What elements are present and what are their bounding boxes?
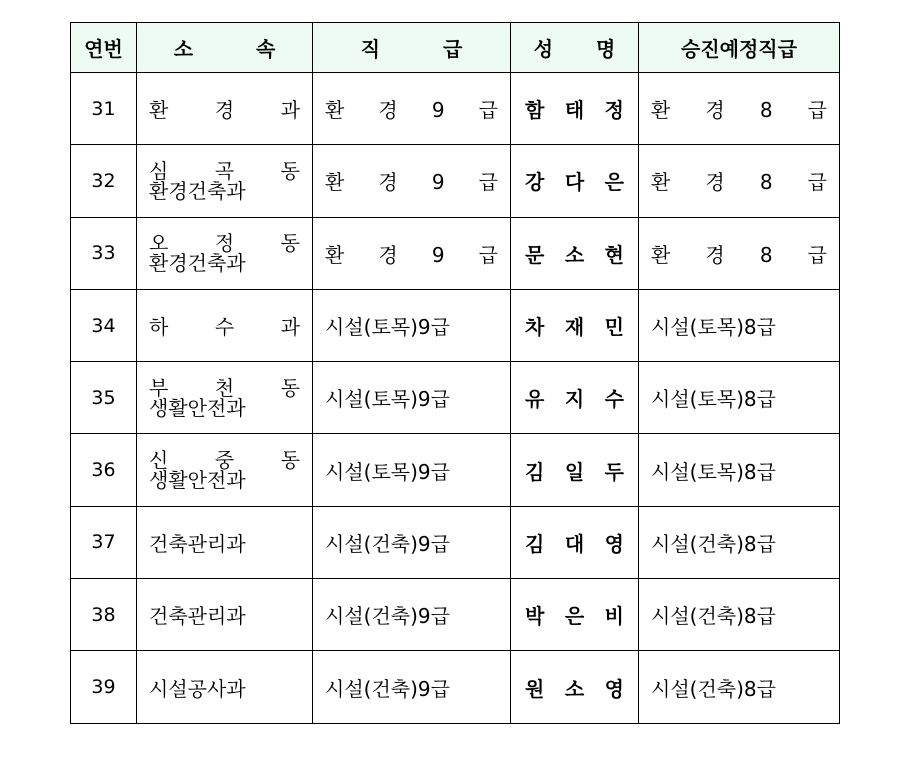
row-number: 32	[71, 145, 137, 217]
promo-rank-cell	[639, 217, 840, 289]
rank-cell	[313, 362, 511, 434]
name-label: 원 소 영	[525, 676, 624, 701]
dept-label-line2: 환경건축과	[149, 251, 246, 276]
rank-label: 환 경 9 급	[325, 170, 498, 195]
name-label: 문 소 현	[525, 242, 624, 267]
dept-cell	[137, 362, 313, 434]
dept-label: 하 수 과	[149, 315, 300, 340]
name-cell	[511, 289, 639, 361]
name-cell	[511, 145, 639, 217]
dept-label: 환 경 과	[149, 98, 300, 123]
dept-cell	[137, 217, 313, 289]
name-cell	[511, 217, 639, 289]
name-cell	[511, 73, 639, 145]
promo-rank-label: 시설(토목)8급	[651, 315, 776, 340]
promo-rank-label: 시설(토목)8급	[651, 387, 776, 412]
promo-rank-label: 시설(건축)8급	[651, 604, 776, 629]
row-number: 37	[71, 506, 137, 578]
dept-cell	[137, 73, 313, 145]
row-number: 31	[71, 73, 137, 145]
header-name: 성 명	[511, 23, 639, 73]
rank-cell	[313, 145, 511, 217]
rank-cell	[313, 434, 511, 506]
header-rank: 직 급	[313, 23, 511, 73]
rank-label: 환 경 9 급	[325, 242, 498, 267]
dept-label-line2: 생활안전과	[149, 395, 246, 420]
dept-label-line1: 부 천 동	[149, 375, 300, 400]
dept-cell	[137, 579, 313, 651]
dept-label-line2: 생활안전과	[149, 468, 246, 493]
name-cell	[511, 579, 639, 651]
promo-rank-label: 환 경 8 급	[651, 98, 827, 123]
rank-label: 시설(건축)9급	[325, 676, 450, 701]
table-row	[71, 434, 840, 506]
row-number: 34	[71, 289, 137, 361]
row-number: 39	[71, 651, 137, 723]
promo-rank-cell	[639, 73, 840, 145]
header-row	[71, 23, 840, 73]
rank-cell	[313, 506, 511, 578]
dept-label: 시설공사과	[149, 676, 246, 701]
promo-rank-cell	[639, 362, 840, 434]
dept-label: 건축관리과	[149, 531, 246, 556]
table-row	[71, 289, 840, 361]
name-label: 함 태 정	[525, 98, 624, 123]
promo-rank-cell	[639, 145, 840, 217]
dept-cell	[137, 434, 313, 506]
rank-cell	[313, 289, 511, 361]
rank-label: 시설(토목)9급	[325, 315, 450, 340]
dept-label-line1: 오 정 동	[149, 231, 300, 256]
promo-rank-label: 환 경 8 급	[651, 242, 827, 267]
name-cell	[511, 434, 639, 506]
promo-rank-label: 시설(건축)8급	[651, 531, 776, 556]
row-number: 35	[71, 362, 137, 434]
row-number: 38	[71, 579, 137, 651]
header-no: 연번	[71, 23, 137, 73]
rank-label: 시설(토목)9급	[325, 459, 450, 484]
name-cell	[511, 362, 639, 434]
header-promo: 승진예정직급	[639, 23, 840, 73]
dept-label-line1: 심 곡 동	[149, 158, 300, 183]
dept-label-line1: 신 중 동	[149, 448, 300, 473]
header-dept: 소 속	[137, 23, 313, 73]
promo-rank-label: 환 경 8 급	[651, 170, 827, 195]
dept-cell	[137, 506, 313, 578]
promo-rank-label: 시설(토목)8급	[651, 459, 776, 484]
rank-label: 환 경 9 급	[325, 98, 498, 123]
dept-cell	[137, 289, 313, 361]
name-cell	[511, 506, 639, 578]
name-label: 김 대 영	[525, 531, 624, 556]
promo-rank-label: 시설(건축)8급	[651, 676, 776, 701]
promotion-table	[70, 22, 840, 724]
rank-cell	[313, 73, 511, 145]
promo-rank-cell	[639, 506, 840, 578]
table-row	[71, 506, 840, 578]
table-row	[71, 73, 840, 145]
dept-label: 건축관리과	[149, 604, 246, 629]
rank-cell	[313, 651, 511, 723]
rank-label: 시설(토목)9급	[325, 387, 450, 412]
name-label: 차 재 민	[525, 315, 624, 340]
promo-rank-cell	[639, 579, 840, 651]
table-row	[71, 145, 840, 217]
promo-rank-cell	[639, 434, 840, 506]
promo-rank-cell	[639, 651, 840, 723]
name-label: 박 은 비	[525, 604, 624, 629]
table-row	[71, 651, 840, 723]
dept-label-line2: 환경건축과	[149, 178, 246, 203]
name-label: 유 지 수	[525, 387, 624, 412]
rank-label: 시설(건축)9급	[325, 531, 450, 556]
name-label: 김 일 두	[525, 459, 624, 484]
table-row	[71, 579, 840, 651]
name-label: 강 다 은	[525, 170, 624, 195]
table-row	[71, 217, 840, 289]
row-number: 33	[71, 217, 137, 289]
promo-rank-cell	[639, 289, 840, 361]
dept-cell	[137, 145, 313, 217]
name-cell	[511, 651, 639, 723]
rank-cell	[313, 217, 511, 289]
rank-label: 시설(건축)9급	[325, 604, 450, 629]
rank-cell	[313, 579, 511, 651]
row-number: 36	[71, 434, 137, 506]
table-row	[71, 362, 840, 434]
dept-cell	[137, 651, 313, 723]
table-body	[71, 73, 840, 724]
